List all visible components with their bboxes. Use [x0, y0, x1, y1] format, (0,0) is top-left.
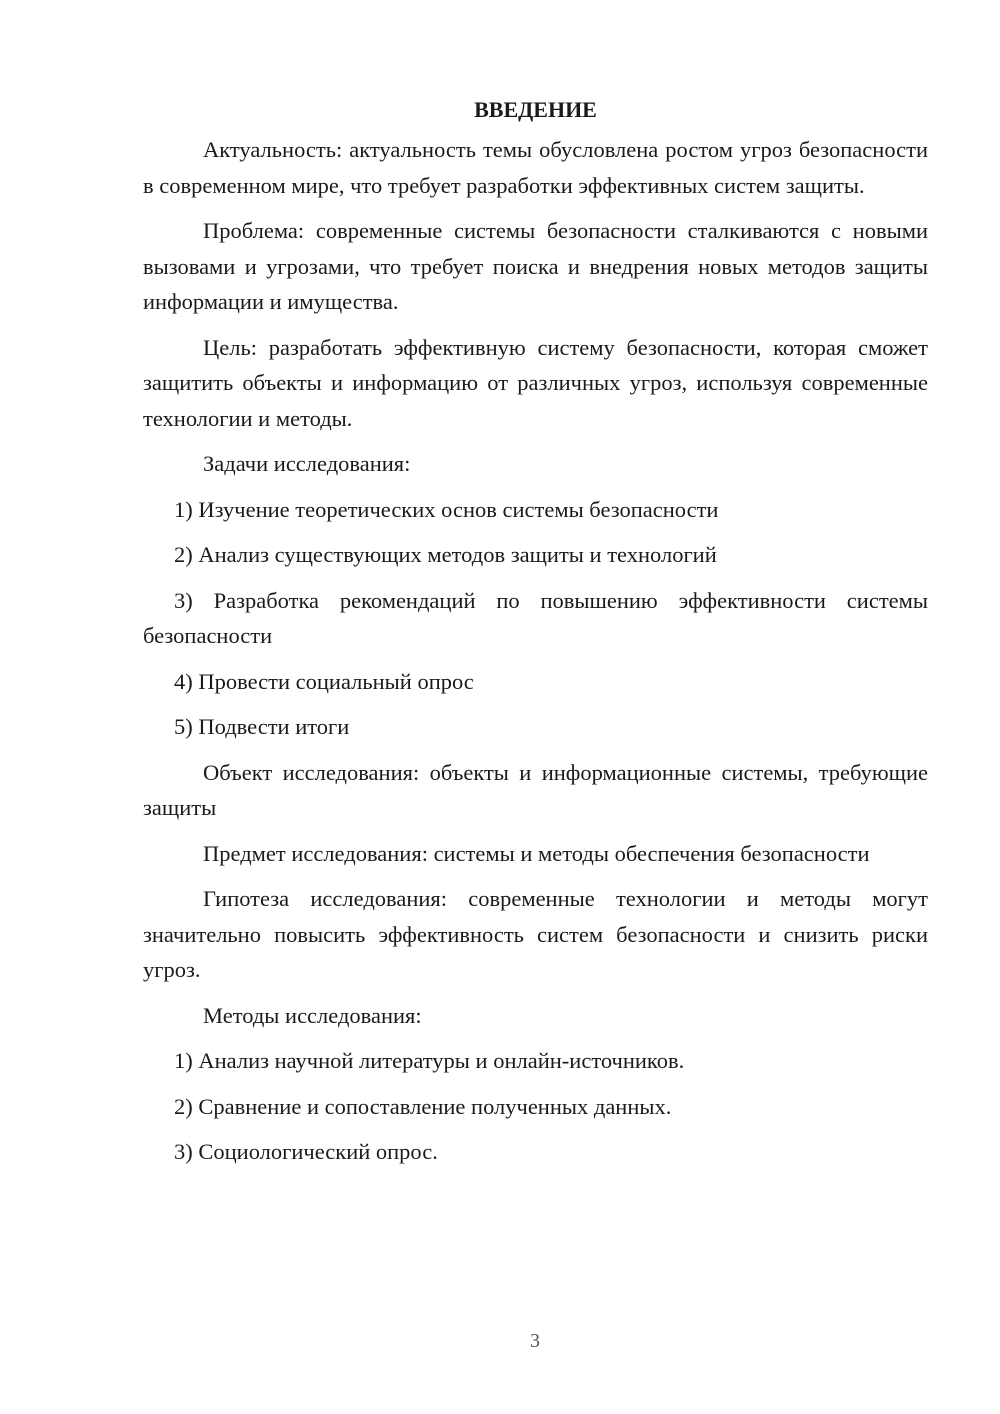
task-item-2: 2) Анализ существующих методов защиты и технологий	[174, 542, 717, 567]
object-paragraph: Объект исследования: объекты и информационные системы, требующие защиты	[143, 759, 928, 820]
tasks-heading: Задачи исследования:	[203, 451, 411, 476]
document-page	[143, 92, 928, 1180]
methods-heading: Методы исследования:	[203, 1002, 422, 1028]
task-item-5: 5) Подвести итоги	[174, 714, 350, 739]
method-item-2: 2) Сравнение и сопоставление полученных данных.	[174, 1093, 672, 1119]
task-item-1: 1) Изучение теоретических основ системы безопасности	[174, 496, 719, 522]
problem-paragraph: Проблема: современные системы безопасности сталкиваются с новыми вызовами и угрозами, что требует поиска и внедрения новых методов защиты информации и имущества.	[143, 218, 928, 314]
page-number: 3	[530, 1330, 540, 1352]
relevance-paragraph: Актуальность: актуальность темы обусловлена ростом угроз безопасности в современном мире, что требует разработки эффективных систем защиты.	[143, 137, 928, 198]
document-title: ВВЕДЕНИЕ	[474, 97, 597, 122]
hypothesis-paragraph: Гипотеза исследования: современные технологии и методы могут значительно повысить эффективность систем безопасности и снизить риски угроз.	[143, 886, 928, 982]
method-item-3: 3) Социологический опрос.	[174, 1139, 438, 1164]
method-item-1: 1) Анализ научной литературы и онлайн-источников.	[174, 1048, 685, 1073]
subject-paragraph: Предмет исследования: системы и методы обеспечения безопасности	[203, 840, 870, 866]
goal-paragraph: Цель: разработать эффективную систему безопасности, которая сможет защитить объекты и информацию от различных угроз, используя современные технологии и методы.	[143, 334, 928, 431]
task-item-3: 3) Разработка рекомендаций по повышению эффективности системы безопасности	[143, 587, 928, 648]
task-item-4: 4) Провести социальный опрос	[174, 668, 474, 694]
